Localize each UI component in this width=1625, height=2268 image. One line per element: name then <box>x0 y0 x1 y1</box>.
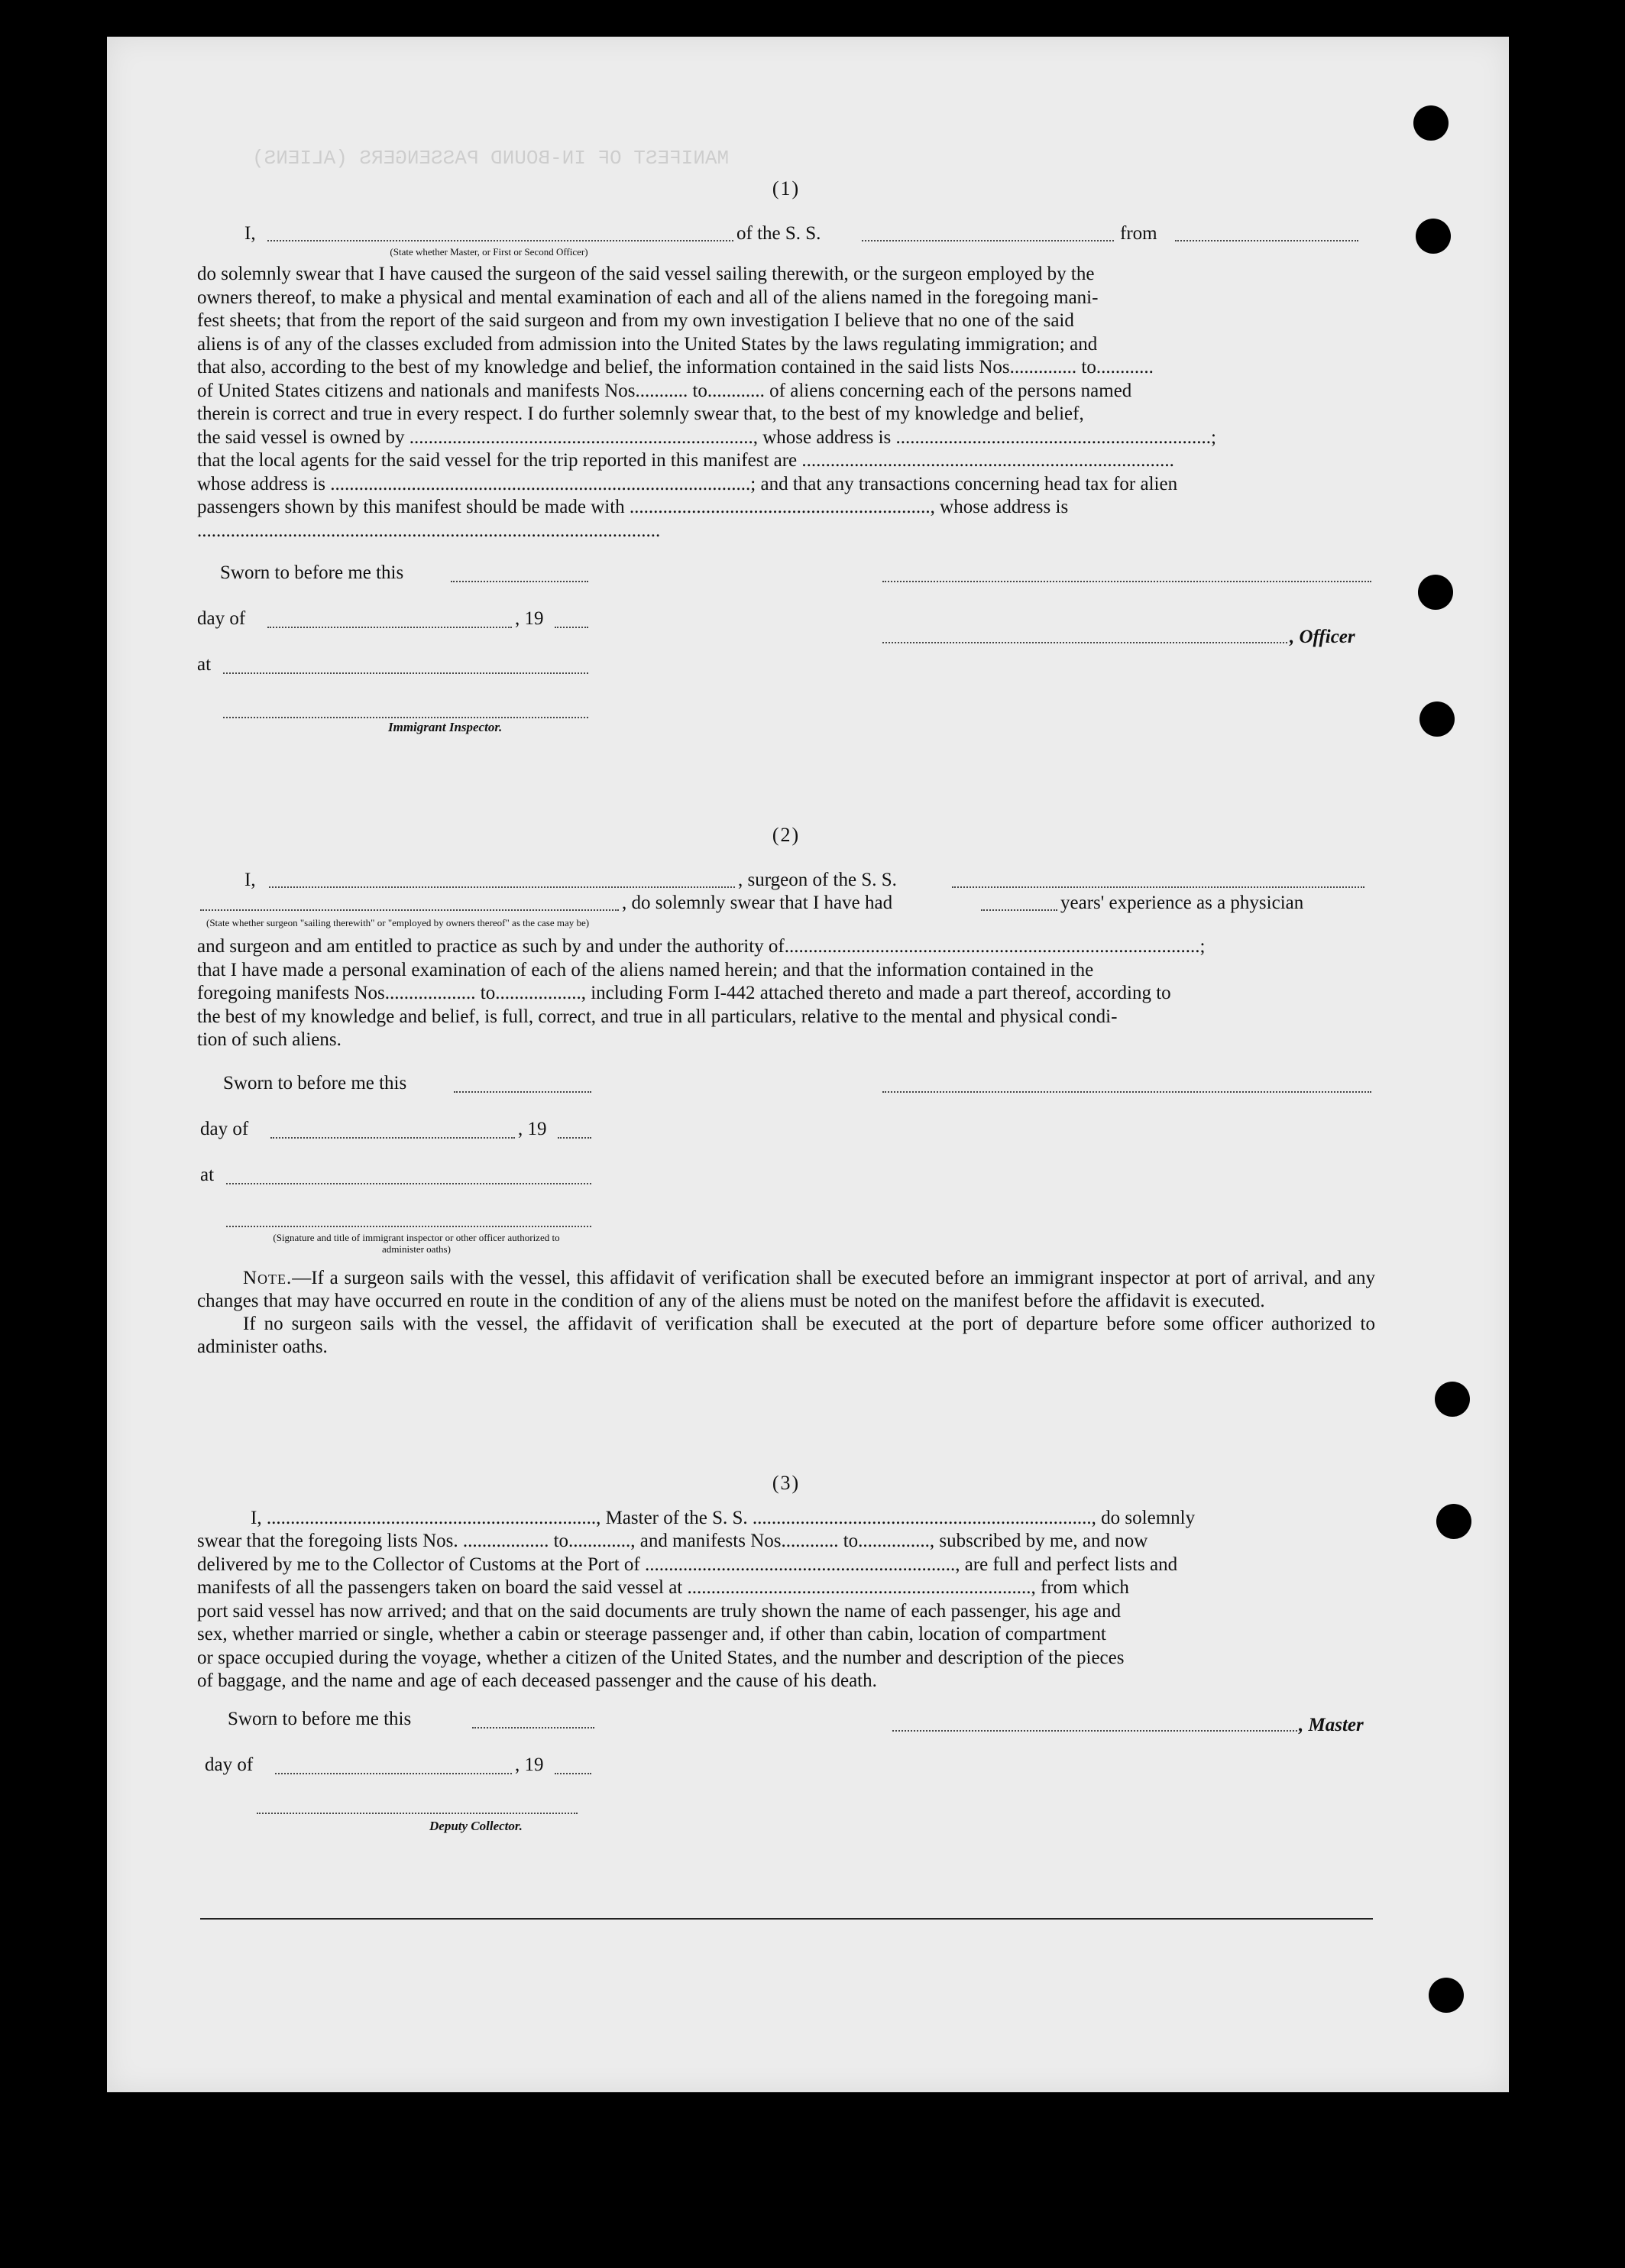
body-line: fest sheets; that from the report of the said surgeon and from my own investigation I believe that no one of the said <box>197 310 1074 331</box>
sworn-text: Sworn to before me this <box>223 1073 407 1094</box>
body-line: the best of my knowledge and belief, is full, correct, and true in all particulars, relative to the mental and physical condi- <box>197 1006 1118 1027</box>
day-of-label-2 <box>200 1119 248 1140</box>
day-of-text: day of <box>197 608 246 629</box>
body-line: therein is correct and true in every respect. I do further solemnly swear that, to the best of my knowledge and belief, <box>197 403 1084 424</box>
section-2-opening <box>244 870 256 891</box>
punch-hole <box>1429 1978 1464 2013</box>
year-field-1[interactable] <box>555 627 588 628</box>
year-prefix: 19 <box>524 1754 544 1775</box>
surgeon-ship-field[interactable] <box>952 886 1364 888</box>
year-label-1: , 19 <box>515 608 544 629</box>
officer-rank-field[interactable] <box>267 240 733 241</box>
body-line: whose address is ........................................................................................; and that any transactions concerning head tax for alien <box>197 473 1178 494</box>
surgeon-type-field[interactable] <box>200 909 619 911</box>
punch-hole <box>1436 1504 1471 1539</box>
inspector-signature-field-2[interactable] <box>226 1226 591 1227</box>
experience-end <box>1060 893 1303 914</box>
sworn-day-field-2[interactable] <box>454 1091 591 1093</box>
body-line: swear that the foregoing lists Nos. .................. to............., and manifests Nos............ to..............., subscribed by me, and now <box>197 1531 1148 1551</box>
at-label-2 <box>200 1165 214 1186</box>
section-3-heading: (3) <box>772 1472 801 1494</box>
year-prefix: 19 <box>527 1119 547 1139</box>
sworn-label-3 <box>228 1709 411 1730</box>
section-3-body-cont <box>197 1530 1375 1693</box>
at-place-field-2[interactable] <box>226 1183 591 1184</box>
note-block <box>197 1267 1375 1359</box>
body-line: manifests of all the passengers taken on board the said vessel at ........................................................................, from which <box>197 1577 1129 1598</box>
note-label: Note. <box>243 1268 293 1288</box>
experience-end-text: years' experience as a physician <box>1060 893 1304 913</box>
at-text: at <box>200 1165 215 1185</box>
year-label-2: , 19 <box>518 1119 547 1139</box>
body-line: owners thereof, to make a physical and mental examination of each and all of the aliens named in the foregoing mani- <box>197 287 1099 308</box>
master-signature-field[interactable] <box>892 1730 1297 1732</box>
officer-text: Officer <box>1299 627 1355 647</box>
sworn-text: Sworn to before me this <box>228 1709 412 1729</box>
experience-text: do solemnly swear that I have had <box>631 893 893 913</box>
day-of-label-1 <box>197 608 245 630</box>
body-line: the said vessel is owned by ........................................................................, whose address is ..................................................................; <box>197 426 1216 448</box>
body-line: sex, whether married or single, whether a cabin or steerage passenger and, if other than cabin, location of compartment <box>197 1624 1106 1644</box>
body-line: aliens is of any of the classes excluded from admission into the United States by the laws regulating immigration; and <box>197 333 1098 355</box>
year-field-2[interactable] <box>558 1137 591 1139</box>
years-field[interactable] <box>981 909 1057 911</box>
opening-i: I, <box>244 223 256 244</box>
year-label-3: , 19 <box>515 1754 544 1775</box>
month-field-1[interactable] <box>267 627 512 628</box>
day-of-text: day of <box>205 1754 254 1775</box>
body-line: ................................................................................................. <box>197 520 661 541</box>
year-prefix: 19 <box>524 608 544 629</box>
ship-name-field[interactable] <box>862 240 1114 241</box>
bleed-through: MANIFEST OF IN-BOUND PASSENGERS (ALIENS) <box>252 147 730 170</box>
section-1-opening-line <box>244 223 256 245</box>
body-line: port said vessel has now arrived; and that on the said documents are truly shown the name of each passenger, his age and <box>197 1600 1122 1622</box>
deputy-caption: Deputy Collector. <box>429 1819 523 1833</box>
body-line: and surgeon and am entitled to practice as such by and under the authority of.......................................................................................; <box>197 936 1206 957</box>
from-label <box>1120 223 1157 245</box>
inspector-signature-field[interactable] <box>223 717 588 718</box>
section-1-heading: (1) <box>772 177 801 199</box>
opening-i: I, <box>244 870 256 890</box>
at-label-1 <box>197 654 211 676</box>
punch-hole <box>1435 1382 1470 1417</box>
sworn-day-field-1[interactable] <box>451 581 588 582</box>
sworn-label-2 <box>223 1073 406 1094</box>
section-2-heading: (2) <box>772 824 801 846</box>
section-2-body <box>197 935 1375 1052</box>
surgeon-of-ss-text: surgeon of the S. S. <box>747 870 897 890</box>
body-line: tion of such aliens. <box>197 1029 342 1050</box>
day-of-label-3 <box>205 1754 253 1776</box>
officer-rank-caption: (State whether Master, or First or Second Officer) <box>390 246 588 258</box>
master-label: , Master <box>1299 1715 1364 1735</box>
body-line: that the local agents for the said vessel for the trip reported in this manifest are .............................................................................. <box>197 450 1174 471</box>
bottom-rule <box>200 1918 1373 1920</box>
sworn-label-1 <box>220 562 403 584</box>
sworn-text: Sworn to before me this <box>220 562 404 583</box>
experience-line: , do solemnly swear that I have had <box>622 893 893 913</box>
body-line: I, ....................................................................., Master of the S. S. ......................................................................., do solemnly <box>251 1508 1196 1528</box>
at-text: at <box>197 654 212 675</box>
officer-signature-field[interactable] <box>882 581 1371 582</box>
officer-label: , Officer <box>1290 627 1355 647</box>
body-line: do solemnly swear that I have caused the surgeon of the said vessel sailing therewith, or the surgeon employed by the <box>197 264 1095 284</box>
body-line: that I have made a personal examination of each of the aliens named herein; and that the information contained in the <box>197 959 1094 980</box>
body-line: foregoing manifests Nos................... to.................., including Form I-442 attached thereto and made a part thereof, according to <box>197 983 1171 1003</box>
of-ss-text: of the S. S. <box>736 223 821 244</box>
month-field-2[interactable] <box>270 1137 515 1139</box>
at-place-field-1[interactable] <box>223 672 588 674</box>
sworn-day-field-3[interactable] <box>472 1727 594 1729</box>
punch-hole <box>1416 219 1451 254</box>
inspector-caption: Immigrant Inspector. <box>388 720 503 734</box>
note-paragraph-2: If no surgeon sails with the vessel, the affidavit of verification shall be executed at the port of departure before some officer authorized to administer oaths. <box>197 1314 1375 1357</box>
punch-hole <box>1419 701 1455 737</box>
from-port-field[interactable] <box>1175 240 1358 241</box>
surgeon-type-caption: (State whether surgeon "sailing therewith" or "employed by owners thereof" as the case may be) <box>206 917 590 928</box>
signature-caption-2: (Signature and title of immigrant inspector or other officer authorized to administer oaths) <box>273 1232 560 1255</box>
surgeon-of-ss-label: , surgeon of the S. S. <box>738 870 897 890</box>
day-of-text: day of <box>200 1119 249 1139</box>
note-text-1: —If a surgeon sails with the vessel, this affidavit of verification shall be executed before an immigrant inspector at port of arrival, and any changes that may have occurred en route in the condition of any of the aliens must be noted on the manifest before the affidavit is executed. <box>197 1268 1375 1311</box>
surgeon-name-field[interactable] <box>269 886 735 888</box>
body-line: of baggage, and the name and age of each deceased passenger and the cause of his death. <box>197 1670 877 1691</box>
officer-title-field[interactable] <box>882 642 1287 643</box>
surgeon-signature-field[interactable] <box>882 1091 1371 1093</box>
body-line: delivered by me to the Collector of Customs at the Port of ................................................................., are full and perfect lists and <box>197 1554 1178 1575</box>
month-field-3[interactable] <box>275 1773 512 1774</box>
punch-hole <box>1413 105 1449 141</box>
section-3-body <box>251 1507 1377 1531</box>
master-text: Master <box>1308 1715 1364 1735</box>
from-text: from <box>1120 223 1157 244</box>
section-1-body <box>197 263 1375 543</box>
note-paragraph-1 <box>197 1267 1375 1313</box>
punch-hole <box>1418 575 1453 610</box>
body-line: that also, according to the best of my knowledge and belief, the information contained in the said lists Nos.............. to............ <box>197 357 1154 377</box>
body-line: of United States citizens and nationals and manifests Nos........... to............ of aliens concerning each of the persons named <box>197 380 1132 401</box>
of-ss-label <box>736 223 821 245</box>
body-line: or space occupied during the voyage, whether a citizen of the United States, and the number and description of the pieces <box>197 1647 1125 1668</box>
year-field-3[interactable] <box>555 1773 591 1774</box>
deputy-signature-field[interactable] <box>257 1813 578 1814</box>
body-line: passengers shown by this manifest should be made with ..............................................................., whose address is <box>197 497 1069 517</box>
